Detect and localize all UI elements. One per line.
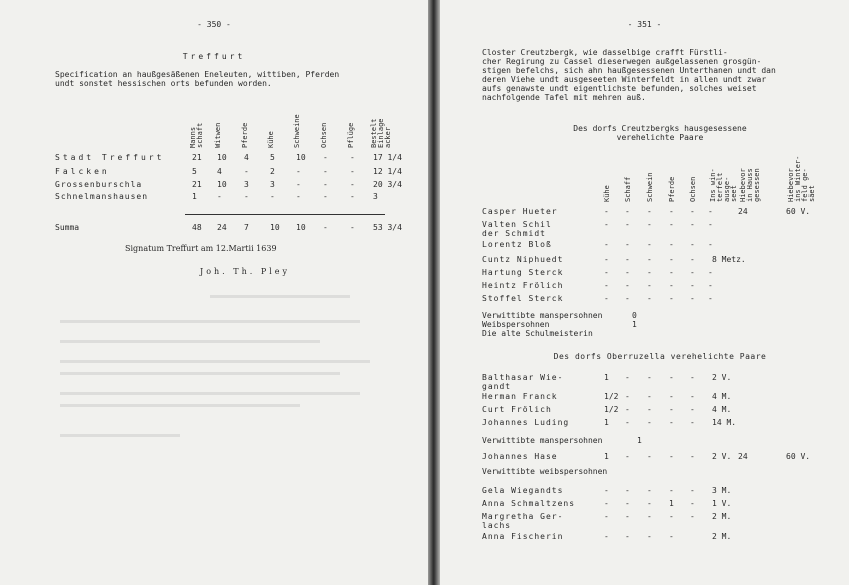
right-cell: 3 M. — [712, 486, 732, 495]
widow-value: 0 — [632, 311, 637, 320]
right-cell: - — [604, 486, 609, 495]
right-cell: - — [690, 499, 695, 508]
right-intro-line-1: cher Regirung zu Cassel dieserwegen außgelassenen grosgün- — [482, 57, 762, 66]
right-cell: - — [604, 207, 609, 216]
page-title-treffurt: Treffurt — [182, 52, 246, 61]
right-cell: - — [625, 499, 630, 508]
right-cell: - — [604, 512, 609, 521]
right-cell: - — [625, 512, 630, 521]
right-cell: - — [690, 207, 695, 216]
right-cell: - — [669, 392, 674, 401]
right-cell: - — [647, 392, 652, 401]
left-cell: - — [217, 192, 222, 201]
right-cell: - — [690, 255, 695, 264]
left-cell: 5 — [192, 167, 197, 176]
left-cell: 1 — [192, 192, 197, 201]
right-cell: - — [625, 452, 630, 461]
right-cell: - — [690, 392, 695, 401]
right-cell: 2 M. — [712, 512, 732, 521]
left-cell: - — [350, 192, 355, 201]
right-cell: - — [604, 240, 609, 249]
right-intro-line-3: deren Viehe undt ausgeseeten Winterfeldt in allen undt zwar — [482, 75, 767, 84]
left-col-header-6: Pflüge — [347, 122, 355, 148]
right-cell: - — [647, 405, 652, 414]
right-cell: 1/2 — [604, 392, 619, 401]
summa-cell: 7 — [244, 223, 249, 232]
right-cell: - — [625, 268, 630, 277]
right-col-header-2: Schwein — [646, 172, 654, 202]
page-number-351: - 351 - — [627, 20, 662, 29]
right-cell: 1 — [669, 499, 674, 508]
right-cell: - — [669, 220, 674, 229]
right-row-name: Anna Fischerin — [482, 532, 564, 541]
left-cell: 3 — [373, 192, 378, 201]
right-cell: - — [669, 418, 674, 427]
right-row-name: Stoffel Sterck — [482, 294, 564, 303]
left-cell: - — [350, 180, 355, 189]
signer-name: Joh. Th. Pley — [200, 267, 291, 276]
left-cell: 20 3/4 — [373, 180, 402, 189]
right-intro-line-5: nachfolgende Tafel mit mehren auß. — [482, 93, 646, 102]
left-cell: 10 — [217, 180, 227, 189]
right-cell: - — [708, 281, 713, 290]
left-cell: - — [296, 192, 301, 201]
widow-female-label: Verwittibte weibspersohnen — [482, 467, 608, 476]
left-cell: - — [350, 153, 355, 162]
right-cell: - — [604, 255, 609, 264]
right-row-name: Herman Franck — [482, 392, 558, 401]
right-cell: 24 — [738, 207, 748, 216]
left-cell: 12 1/4 — [373, 167, 402, 176]
right-cell: - — [708, 240, 713, 249]
page-number-350: - 350 - — [197, 20, 231, 29]
left-cell: - — [244, 167, 249, 176]
right-cell: - — [604, 281, 609, 290]
right-cell: - — [625, 240, 630, 249]
right-col-header-4: Ochsen — [689, 176, 697, 202]
summa-cell: 10 — [296, 223, 306, 232]
left-col-header-5: Ochsen — [320, 122, 328, 148]
right-col-header-0: Kühe — [603, 185, 611, 202]
left-cell: - — [323, 180, 328, 189]
right-cell: - — [647, 255, 652, 264]
right-row-name: Balthasar Wie- gandt — [482, 373, 564, 391]
right-cell: - — [669, 240, 674, 249]
right-cell: - — [708, 294, 713, 303]
right-cell: - — [690, 512, 695, 521]
right-cell: - — [625, 392, 630, 401]
right-cell: - — [647, 207, 652, 216]
right-cell: - — [669, 452, 674, 461]
right-cell: - — [690, 294, 695, 303]
right-cell: - — [690, 373, 695, 382]
right-cell: - — [690, 405, 695, 414]
right-cell: - — [647, 281, 652, 290]
right-cell: - — [625, 294, 630, 303]
right-cell: - — [647, 294, 652, 303]
right-cell: 1 — [604, 452, 609, 461]
right-row-name: Johannes Hase — [482, 452, 558, 461]
summa-cell: - — [350, 223, 355, 232]
right-cell: 1/2 — [604, 405, 619, 414]
right-cell: - — [604, 268, 609, 277]
left-col-header-1: Witwen — [214, 122, 222, 148]
section1-title-line-2: verehelichte Paare — [616, 133, 704, 142]
left-cell: - — [244, 192, 249, 201]
right-row-name: Casper Hueter — [482, 207, 558, 216]
right-intro-line-4: aufs genawste undt eigentlichste befunden, solches weiset — [482, 84, 757, 93]
left-col-header-2: Pferde — [241, 122, 249, 148]
left-cell: - — [323, 153, 328, 162]
right-cell: - — [604, 294, 609, 303]
right-cell: - — [690, 220, 695, 229]
left-col-header-0: Manns schaft — [189, 122, 204, 148]
right-row-name: Cuntz Niphuedt — [482, 255, 564, 264]
intro-line-1: Specification an haußgesäßenen Eneleuten, wittiben, Pferden — [55, 70, 340, 79]
right-cell: - — [708, 207, 713, 216]
right-col-header-7: Hiebevor ins Winter- feld ge- säet — [787, 155, 816, 202]
section2-title: Des dorfs Oberruzella verehelichte Paare — [553, 352, 767, 361]
left-cell: 3 — [270, 180, 275, 189]
right-cell: - — [625, 255, 630, 264]
left-cell: 2 — [270, 167, 275, 176]
right-cell: - — [669, 373, 674, 382]
right-cell: 2 V. — [712, 452, 732, 461]
right-cell: - — [647, 486, 652, 495]
right-cell: - — [604, 499, 609, 508]
right-row-name: Johannes Luding — [482, 418, 570, 427]
left-col-header-7: Bestelt Einlage acker — [370, 118, 392, 148]
left-col-header-3: Kühe — [267, 131, 275, 148]
right-cell: - — [625, 207, 630, 216]
right-row-name: Anna Schmaltzens — [482, 499, 576, 508]
book-gutter — [428, 0, 440, 585]
right-cell: 1 V. — [712, 499, 732, 508]
sum-rule — [185, 214, 385, 215]
right-cell: - — [647, 418, 652, 427]
right-cell: - — [604, 532, 609, 541]
right-cell: - — [690, 240, 695, 249]
left-cell: - — [270, 192, 275, 201]
right-cell: 2 M. — [712, 532, 732, 541]
right-cell: 4 M. — [712, 392, 732, 401]
widow-label: Die alte Schulmeisterin — [482, 329, 593, 338]
left-cell: 10 — [217, 153, 227, 162]
section1-title-line-1: Des dorfs Creutzbergks hausgesessene — [573, 124, 747, 133]
widow-label: Verwittibte manspersohnen — [482, 311, 603, 320]
right-cell: - — [669, 294, 674, 303]
right-cell: - — [625, 532, 630, 541]
right-row-name: Heintz Frölich — [482, 281, 564, 290]
right-cell: - — [625, 405, 630, 414]
widow-male-value: 1 — [637, 436, 642, 445]
signatum-line: Signatum Treffurt am 12.Martii 1639 — [125, 244, 277, 253]
left-row-name: Grossenburschla — [55, 180, 143, 189]
left-cell: 4 — [217, 167, 222, 176]
left-row-name: Stadt Treffurt — [55, 153, 165, 162]
right-cell: 1 — [604, 418, 609, 427]
right-cell: - — [647, 240, 652, 249]
right-cell: - — [669, 268, 674, 277]
left-cell: 21 — [192, 153, 202, 162]
right-col-header-6: Hiebevor in Hauss gesessen — [739, 168, 761, 202]
left-cell: 17 1/4 — [373, 153, 402, 162]
right-col-header-1: Schaff — [624, 176, 632, 202]
left-cell: 10 — [296, 153, 306, 162]
right-cell: 60 V. — [786, 452, 811, 461]
right-cell: - — [669, 512, 674, 521]
right-row-name: Margretha Ger- lachs — [482, 512, 564, 530]
right-row-name: Valten Schil der Schmidt — [482, 220, 552, 238]
right-cell: - — [625, 281, 630, 290]
summa-cell: 48 — [192, 223, 202, 232]
right-cell: - — [647, 220, 652, 229]
summa-cell: 10 — [270, 223, 280, 232]
left-col-header-4: Schweine — [293, 114, 301, 148]
right-cell: - — [690, 418, 695, 427]
summa-cell: - — [323, 223, 328, 232]
summa-cell: 53 3/4 — [373, 223, 402, 232]
right-cell: - — [690, 452, 695, 461]
right-cell: - — [690, 281, 695, 290]
left-cell: - — [296, 167, 301, 176]
left-cell: 4 — [244, 153, 249, 162]
right-cell: - — [647, 512, 652, 521]
right-cell: - — [669, 281, 674, 290]
right-cell: 24 — [738, 452, 748, 461]
right-page — [440, 0, 849, 585]
right-cell: - — [647, 268, 652, 277]
right-cell: 4 M. — [712, 405, 732, 414]
right-cell: - — [625, 220, 630, 229]
left-cell: - — [323, 167, 328, 176]
summa-label: Summa — [55, 223, 80, 232]
right-cell: - — [690, 268, 695, 277]
widow-value: 1 — [632, 320, 637, 329]
widow-label: Weibspersohnen — [482, 320, 550, 329]
summa-cell: 24 — [217, 223, 227, 232]
right-cell: - — [647, 532, 652, 541]
right-col-header-3: Pferde — [668, 176, 676, 202]
right-cell: 14 M. — [712, 418, 737, 427]
left-cell: 21 — [192, 180, 202, 189]
widow-male-label: Verwittibte manspersohnen — [482, 436, 603, 445]
right-cell: - — [647, 373, 652, 382]
right-cell: 60 V. — [786, 207, 811, 216]
right-row-name: Curt Frölich — [482, 405, 552, 414]
right-cell: - — [669, 532, 674, 541]
right-cell: - — [690, 486, 695, 495]
right-cell: 2 V. — [712, 373, 732, 382]
left-cell: - — [323, 192, 328, 201]
right-intro-line-0: Closter Creutzbergk, wie dasselbige crafft Fürstli- — [482, 48, 728, 57]
intro-line-2: undt sonstet hessischen orts befunden worden. — [55, 79, 272, 88]
right-cell: - — [625, 418, 630, 427]
right-row-name: Gela Wiegandts — [482, 486, 564, 495]
right-cell: - — [647, 499, 652, 508]
right-cell: - — [604, 220, 609, 229]
right-cell: - — [669, 207, 674, 216]
right-cell: - — [669, 486, 674, 495]
right-row-name: Lorentz Bloß — [482, 240, 552, 249]
left-cell: 5 — [270, 153, 275, 162]
right-cell: - — [669, 255, 674, 264]
left-row-name: Schnelmanshausen — [55, 192, 149, 201]
right-cell: 8 Metz. — [712, 255, 746, 264]
right-cell: - — [708, 220, 713, 229]
right-intro-line-2: stigen befelchs, sich ahn haußgesessenen Unterthanen undt dan — [482, 66, 776, 75]
right-cell: - — [708, 268, 713, 277]
right-cell: - — [625, 486, 630, 495]
right-col-header-5: Ins win- terfelt ausge- seet — [709, 168, 738, 202]
right-cell: - — [669, 405, 674, 414]
left-cell: 3 — [244, 180, 249, 189]
left-cell: - — [350, 167, 355, 176]
right-cell: - — [625, 373, 630, 382]
right-cell: 1 — [604, 373, 609, 382]
left-cell: - — [296, 180, 301, 189]
left-row-name: Falcken — [55, 167, 110, 176]
right-row-name: Hartung Sterck — [482, 268, 564, 277]
right-cell: - — [647, 452, 652, 461]
